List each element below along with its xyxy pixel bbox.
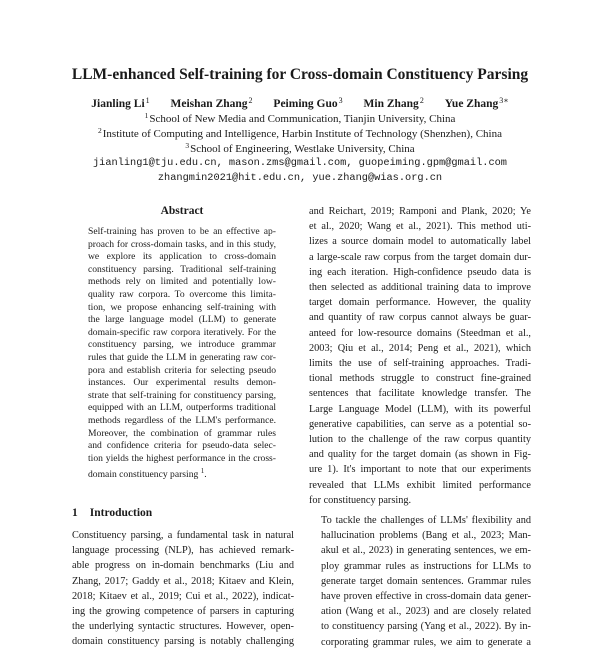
text-line: methods regardless of the LLM's performance. <box>88 414 276 426</box>
text-line: limits the use of self-training approaches. Tradi- <box>309 358 531 370</box>
paragraph <box>309 513 531 650</box>
text-line: domain constituency parsing $^1$. <box>88 467 207 481</box>
text-line: ing each iteration. High-confidence pseudo data is <box>309 266 531 278</box>
author: Peiming Guo$^3$ <box>273 96 343 110</box>
text-line: and quality for the target domain (as shown in Fig- <box>309 449 531 461</box>
right-column-body <box>309 204 531 650</box>
text-line: Moreover, the combination of grammar rules <box>88 427 276 439</box>
text-line: Zhang, 2017; Gaddy et al., 2018; Kitaev and Klein, <box>72 575 294 587</box>
text-line: et al., 2020; Wang et al., 2021). This method uti- <box>309 221 531 233</box>
affiliation: $^3$School of Engineering, Westlake University, China <box>185 141 415 155</box>
paragraph <box>309 204 531 508</box>
text-line: quality raw corpora. To overcome this limita- <box>88 288 276 300</box>
text-line: anteed for low-resource domains (Steedman et al., <box>309 327 531 339</box>
text-line: for constituency parsing. <box>309 494 412 506</box>
section-heading <box>72 507 152 519</box>
text-line: generate target domain sentences. Grammar rules <box>321 575 531 587</box>
text-line: domain constituency parsing is notably challenging <box>72 636 294 648</box>
text-line: 2003; Qiu et al., 2014; Peng et al., 2021), which <box>309 342 531 354</box>
paper-title: LLM-enhanced Self-training for Cross-domain Constituency Parsing <box>71 66 529 83</box>
text-line: and Reichart, 2019; Ramponi and Plank, 2020; Ye <box>309 206 531 217</box>
text-line: able progress on in-domain benchmarks (Liu and <box>72 560 294 572</box>
text-line: to constituency parsing (Yang et al., 2022). By in- <box>321 621 531 633</box>
text-line: lizes a source domain model to automatically label <box>309 236 531 248</box>
text-line: generative capabilities, can serve as a potential so- <box>309 418 531 430</box>
text-line: To tackle the challenges of LLMs' flexibility and <box>321 515 531 527</box>
email-line: zhangmin2021@hit.edu.cn, yue.zhang@wias.org.cn <box>157 172 443 184</box>
text-line: ploy grammar rules as instructions for LLMs to <box>321 560 531 572</box>
text-line: tional methods struggle to construct fine-grained <box>309 373 531 385</box>
text-line: domain-specific raw corpora iteratively. For the <box>88 326 276 338</box>
text-line: constituency parsing, we introduce grammar <box>88 339 276 351</box>
text-line: akul et al., 2023) in generating sentences, we em- <box>321 545 531 557</box>
text-line: Constituency parsing, a fundamental task in natural <box>72 530 294 541</box>
text-line: proach for cross-domain tasks, and in this study, <box>88 238 276 250</box>
abstract-body <box>88 226 276 482</box>
text-line: we explore its application to cross-domain <box>88 251 276 263</box>
text-line: equipped with an LLM, outperforms traditional <box>88 402 276 414</box>
text-line: then selected as additional training data to improve <box>309 282 531 294</box>
text-line: tion yields the highest performance in the cross- <box>88 452 276 464</box>
text-line: 2018; Kitaev et al., 2019; Cui et al., 2022), indicat- <box>72 590 294 602</box>
author-list <box>0 96 600 110</box>
text-line: pora and establish criteria for selecting pseudo <box>88 364 276 376</box>
author: Yue Zhang$^{3∗}$ <box>444 96 509 110</box>
text-line: Self-training has proven to be an effective ap- <box>88 226 276 237</box>
text-line: ation (Wang et al., 2023) and are closely related <box>321 606 531 618</box>
footnote-mark[interactable]: 1 <box>200 467 205 476</box>
author: Meishan Zhang$^2$ <box>170 96 253 110</box>
text-line: methods rely on limited and potentially low- <box>88 276 276 288</box>
text-line: ing the growing competence of parsers in capturing <box>72 606 294 618</box>
text-line: have proven effective in cross-domain data gener- <box>321 591 531 603</box>
text-line: and quantity of raw corpus cannot always be guar- <box>309 312 531 324</box>
affiliation: $^1$School of New Media and Communication, Tianjin University, China <box>144 111 456 125</box>
section-title: Introduction <box>89 507 153 519</box>
text-line: corporating grammar rules, we aim to generate a <box>321 636 531 648</box>
text-line: revealed that LLMs exhibit limited performance <box>309 479 531 491</box>
text-line: rules that guide the LLM in generating raw cor- <box>88 351 276 363</box>
text-line: instances. Our experimental results demon- <box>88 377 276 389</box>
text-line: a large-scale raw corpus from the target domain dur- <box>309 251 531 263</box>
text-line: sentences that facilitate knowledge transfer. The <box>309 388 531 400</box>
text-line: the large language model (LLM) to generate <box>88 314 276 326</box>
author: Min Zhang$^2$ <box>363 96 424 110</box>
text-line: target domain performance. However, the quality <box>309 297 531 309</box>
affiliation: $^2$Institute of Computing and Intelligence, Harbin Institute of Technology (Shenzhen), China <box>98 126 502 140</box>
introduction-body <box>72 528 294 650</box>
author: Jianling Li$^1$ <box>91 96 150 110</box>
text-line: language processing (NLP), has achieved remark- <box>72 545 294 557</box>
text-line: strate that self-training for constituency parsing, <box>88 389 276 401</box>
abstract-heading: Abstract <box>160 205 204 217</box>
text-line: Large Language Model (LLM), with its powerful <box>309 403 531 415</box>
text-line: tion, we propose enhancing self-training with <box>88 301 276 313</box>
text-line: the underlying syntactic structures. However, open- <box>72 621 294 633</box>
email-line: jianling1@tju.edu.cn, mason.zms@gmail.com, guopeiming.gpm@gmail.com <box>92 157 507 169</box>
text-line: ure 1). It's important to note that our experiments <box>309 464 531 476</box>
text-line: and confidence criteria for pseudo-data selec- <box>88 440 276 452</box>
text-line: hallucination problems (Bang et al., 2023; Man- <box>321 530 531 542</box>
text-line: lution to the challenge of the raw corpus quantity <box>309 434 531 446</box>
text-line: constituency parsing. Traditional self-training <box>88 263 276 275</box>
section-number: 1 <box>72 507 78 519</box>
